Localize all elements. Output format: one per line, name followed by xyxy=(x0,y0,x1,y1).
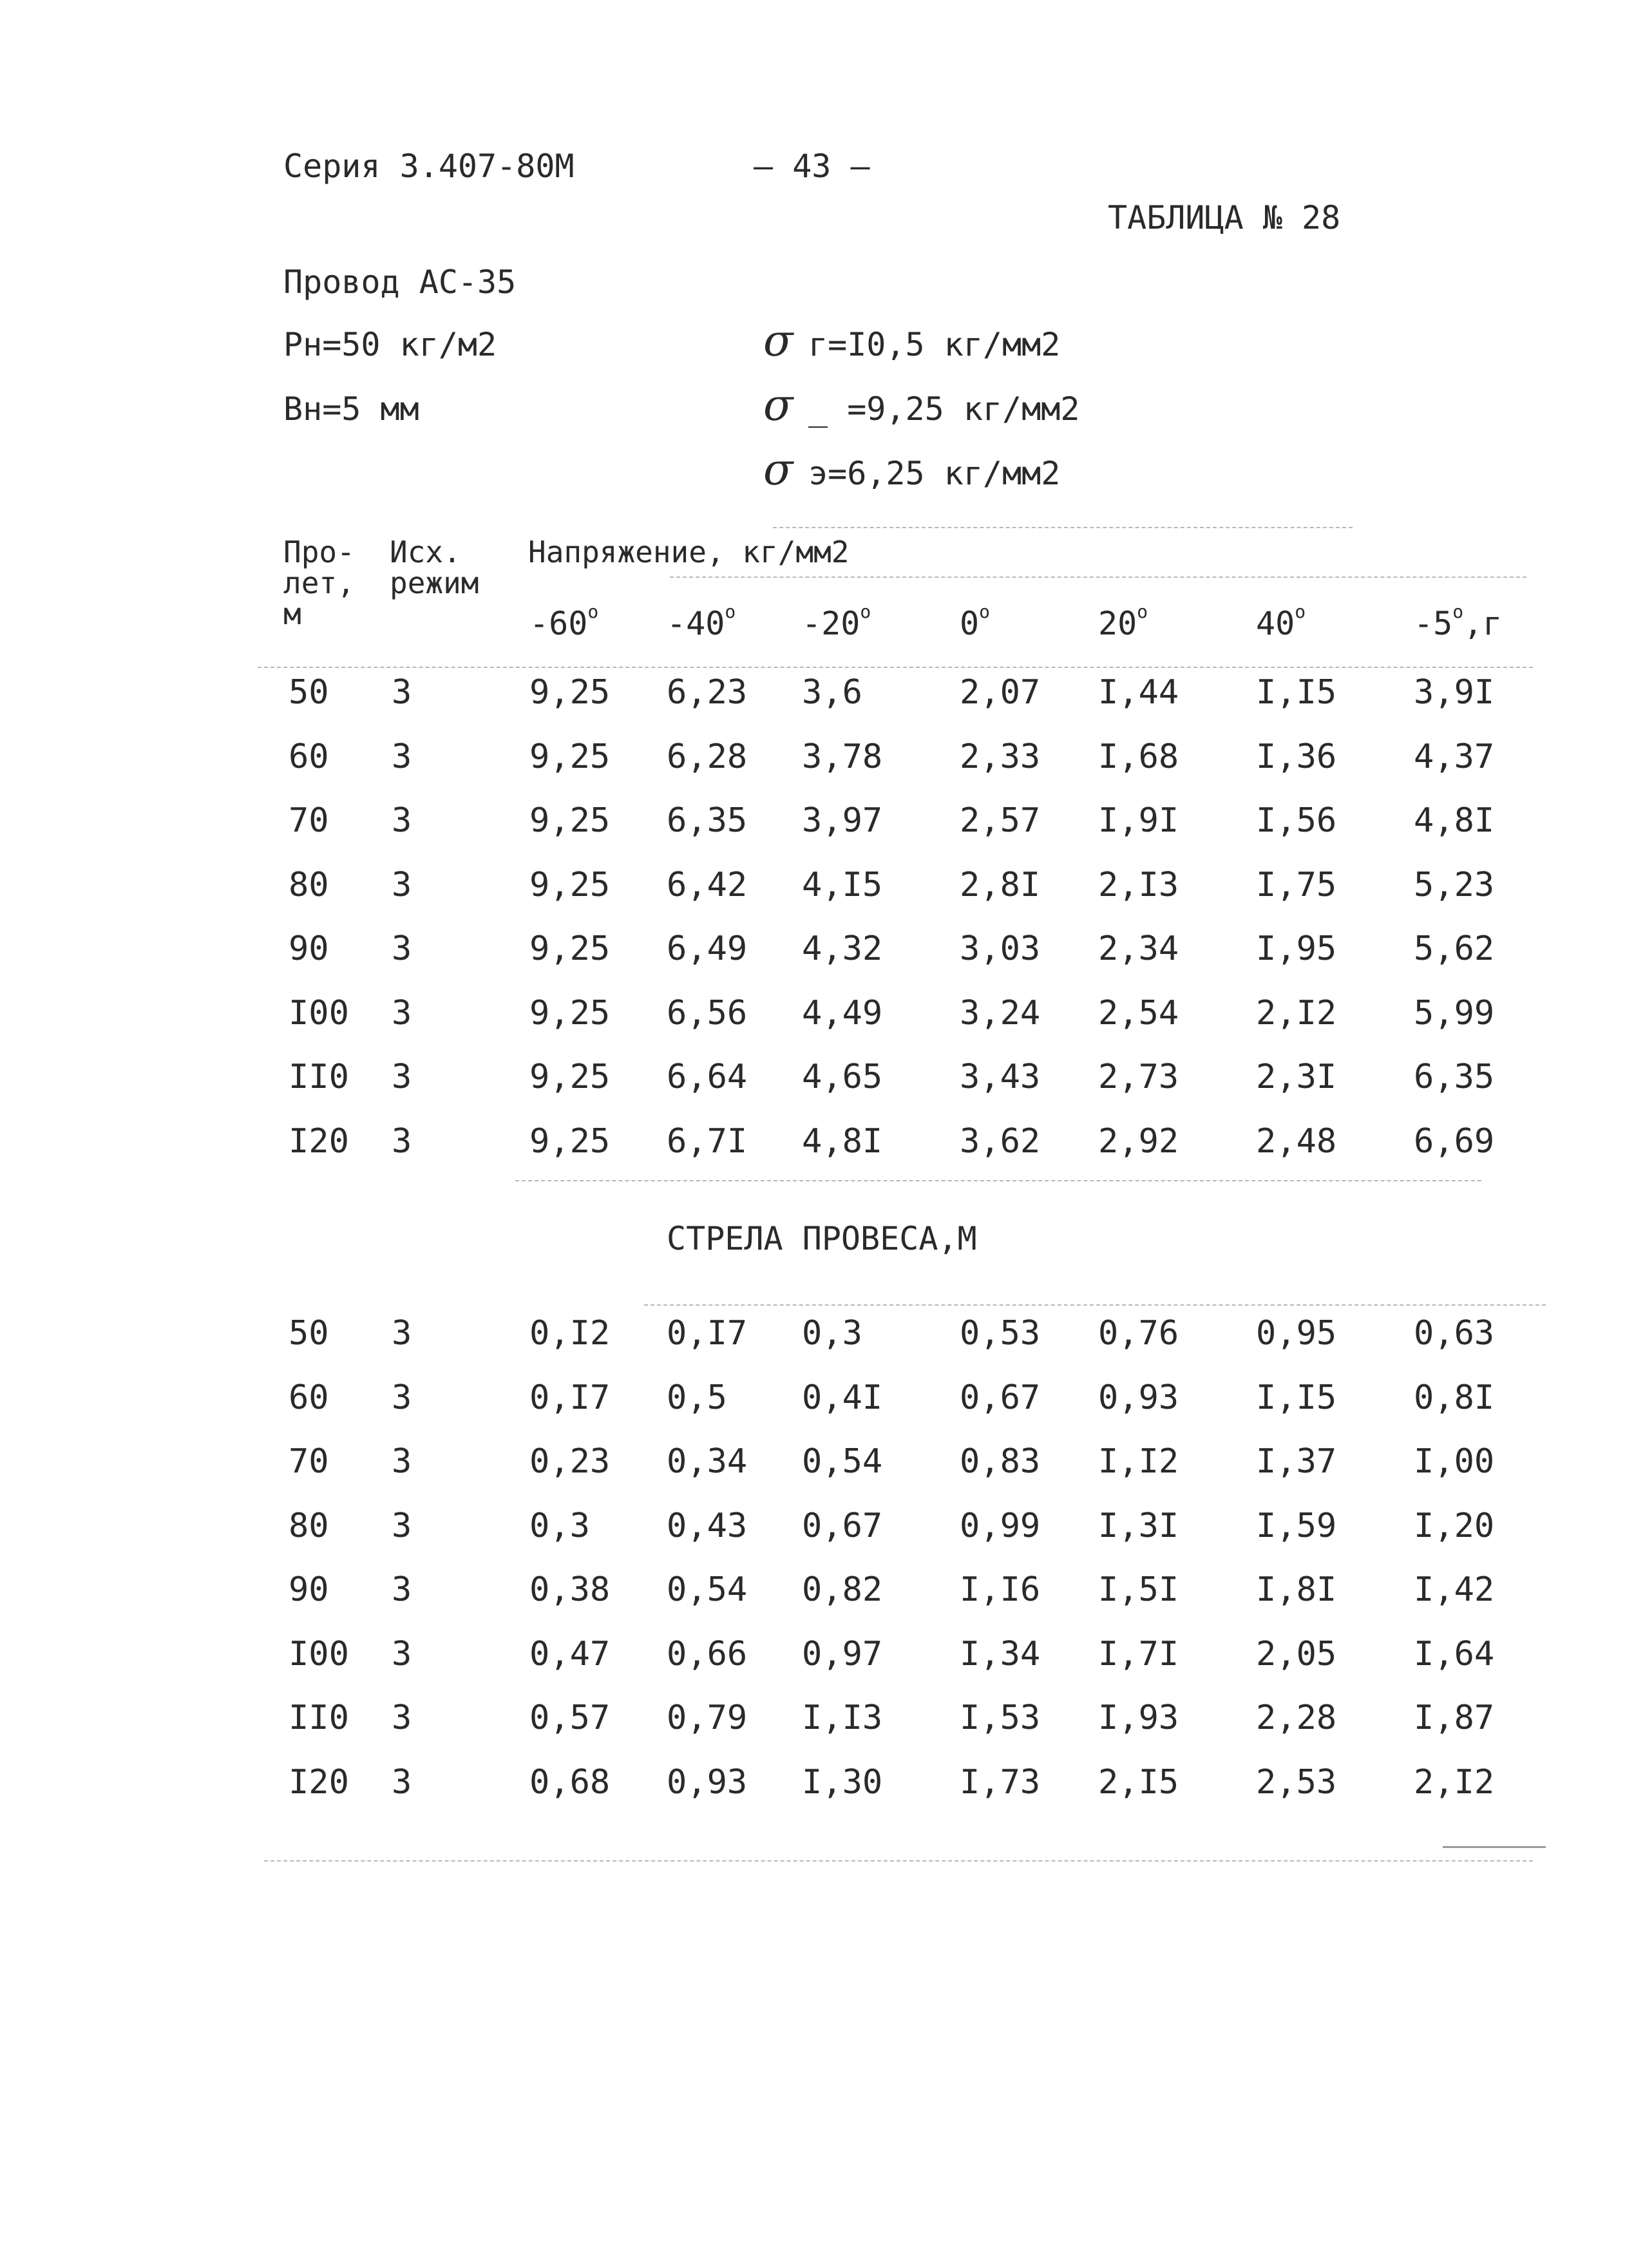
value-cell: I,64 xyxy=(1414,1634,1495,1673)
table-row xyxy=(0,1503,1625,1549)
span-cell: 90 xyxy=(289,1570,329,1609)
value-cell: 9,25 xyxy=(529,801,611,840)
value-cell: I,8I xyxy=(1256,1570,1337,1609)
sag-bottom-rule xyxy=(264,1860,1533,1862)
span-cell: I00 xyxy=(289,993,349,1033)
temp-header xyxy=(529,596,598,640)
mode-cell: 3 xyxy=(392,993,412,1033)
value-cell: I,I3 xyxy=(802,1699,883,1737)
value-cell: 0,47 xyxy=(529,1634,611,1673)
value-cell: 2,8I xyxy=(960,865,1041,904)
sigma-symbol-icon: σ xyxy=(763,316,793,367)
value-cell: 0,34 xyxy=(667,1442,748,1481)
value-cell: I,5I xyxy=(1098,1570,1179,1609)
mode-cell: 3 xyxy=(392,1699,412,1737)
col-mode-header-2: режим xyxy=(390,566,479,600)
value-cell: I,30 xyxy=(802,1762,883,1802)
value-cell: 0,8I xyxy=(1414,1378,1495,1417)
value-cell: 4,I5 xyxy=(802,865,883,904)
span-cell: I20 xyxy=(289,1762,349,1802)
value-cell: 4,37 xyxy=(1414,737,1495,776)
value-cell: 9,25 xyxy=(529,993,611,1033)
value-cell: 0,66 xyxy=(667,1634,748,1673)
value-cell: 2,48 xyxy=(1256,1121,1337,1161)
value-cell: I,56 xyxy=(1256,801,1337,840)
value-cell: I,00 xyxy=(1414,1442,1495,1481)
value-cell: I,73 xyxy=(960,1762,1041,1802)
value-cell: 0,3 xyxy=(802,1314,862,1353)
header-rule xyxy=(773,527,1353,528)
span-cell: 90 xyxy=(289,929,329,968)
table-row xyxy=(0,1632,1625,1677)
value-cell: 0,43 xyxy=(667,1506,748,1545)
value-cell: I,37 xyxy=(1256,1442,1337,1481)
value-cell: 0,68 xyxy=(529,1762,611,1802)
value-cell: 2,I2 xyxy=(1414,1762,1495,1802)
value-cell: 9,25 xyxy=(529,1121,611,1161)
end-mark xyxy=(1443,1846,1546,1848)
value-cell: I,9I xyxy=(1098,801,1179,840)
value-cell: I,68 xyxy=(1098,737,1179,776)
value-cell: 0,83 xyxy=(960,1442,1041,1481)
value-cell: I,93 xyxy=(1098,1699,1179,1737)
value-cell: 2,I5 xyxy=(1098,1762,1179,1802)
value-cell: 5,62 xyxy=(1414,929,1495,968)
table-row xyxy=(0,1760,1625,1805)
value-cell: 3,97 xyxy=(802,801,883,840)
mode-cell: 3 xyxy=(392,673,412,712)
sigma-g-line xyxy=(763,316,1061,367)
value-cell: I,I5 xyxy=(1256,1378,1337,1417)
span-cell: 80 xyxy=(289,865,329,904)
table-title: ТАБЛИЦА № 28 xyxy=(1108,199,1341,236)
mode-cell: 3 xyxy=(392,1762,412,1802)
wire-type: Провод АС-35 xyxy=(283,263,517,301)
temp-value: 0 xyxy=(960,605,980,642)
sigma-e-value: э=6,25 кг/мм2 xyxy=(808,455,1061,492)
value-cell: 2,07 xyxy=(960,673,1041,712)
value-cell: 0,76 xyxy=(1098,1314,1179,1353)
mode-cell: 3 xyxy=(392,1121,412,1161)
col-span-header-2: лет, xyxy=(283,566,355,600)
value-cell: 0,82 xyxy=(802,1570,883,1609)
value-cell: 0,4I xyxy=(802,1378,883,1417)
span-cell: I20 xyxy=(289,1121,349,1161)
value-cell: 5,99 xyxy=(1414,993,1495,1033)
value-cell: 0,99 xyxy=(960,1506,1041,1545)
mode-cell: 3 xyxy=(392,801,412,840)
table-row xyxy=(0,1695,1625,1740)
value-cell: 2,I2 xyxy=(1256,993,1337,1033)
mode-cell: 3 xyxy=(392,737,412,776)
degree-icon: o xyxy=(860,601,871,622)
temp-header xyxy=(960,596,990,640)
value-cell: I,7I xyxy=(1098,1634,1179,1673)
value-cell: I,34 xyxy=(960,1634,1041,1673)
value-cell: 0,93 xyxy=(667,1762,748,1802)
value-cell: 4,65 xyxy=(802,1058,883,1096)
value-cell: I,3I xyxy=(1098,1506,1179,1545)
value-cell: 0,79 xyxy=(667,1699,748,1737)
value-cell: 3,43 xyxy=(960,1058,1041,1096)
value-cell: 9,25 xyxy=(529,673,611,712)
value-cell: 0,54 xyxy=(667,1570,748,1609)
value-cell: I,44 xyxy=(1098,673,1179,712)
value-cell: 5,23 xyxy=(1414,865,1495,904)
value-cell: 0,I7 xyxy=(667,1314,748,1353)
value-cell: 2,34 xyxy=(1098,929,1179,968)
value-cell: 2,54 xyxy=(1098,993,1179,1033)
span-cell: 60 xyxy=(289,1378,329,1417)
value-cell: 0,54 xyxy=(802,1442,883,1481)
degree-icon: o xyxy=(1452,601,1464,622)
sigma-minus-line xyxy=(763,380,1080,431)
col-span-header-3: м xyxy=(283,596,301,631)
col-mode-header-1: Исх. xyxy=(390,535,461,569)
span-cell: 70 xyxy=(289,801,329,840)
ice-thickness: Вн=5 мм xyxy=(283,390,419,428)
value-cell: I,36 xyxy=(1256,737,1337,776)
table-row xyxy=(0,734,1625,779)
value-cell: 0,63 xyxy=(1414,1314,1495,1353)
value-cell: 0,93 xyxy=(1098,1378,1179,1417)
value-cell: I,42 xyxy=(1414,1570,1495,1609)
value-cell: 0,5 xyxy=(667,1378,727,1417)
page-number: – 43 – xyxy=(754,148,870,185)
table-row xyxy=(0,1439,1625,1484)
span-cell: II0 xyxy=(289,1699,349,1737)
value-cell: 6,42 xyxy=(667,865,748,904)
value-cell: 4,8I xyxy=(1414,801,1495,840)
value-cell: 4,49 xyxy=(802,993,883,1033)
temp-value: -20 xyxy=(802,605,860,642)
mode-cell: 3 xyxy=(392,1442,412,1481)
value-cell: 3,24 xyxy=(960,993,1041,1033)
span-cell: 80 xyxy=(289,1506,329,1545)
col-span-header-1: Про- xyxy=(283,535,355,569)
value-cell: 0,67 xyxy=(960,1378,1041,1417)
temp-value: 40 xyxy=(1256,605,1295,642)
mode-cell: 3 xyxy=(392,1314,412,1353)
value-cell: 0,95 xyxy=(1256,1314,1337,1353)
mode-cell: 3 xyxy=(392,1634,412,1673)
value-cell: 6,35 xyxy=(667,801,748,840)
span-cell: II0 xyxy=(289,1058,349,1096)
value-cell: 2,92 xyxy=(1098,1121,1179,1161)
span-cell: 50 xyxy=(289,673,329,712)
value-cell: 6,23 xyxy=(667,673,748,712)
temp-suffix: ,г xyxy=(1463,605,1503,642)
sigma-e-line xyxy=(763,444,1061,495)
value-cell: 0,57 xyxy=(529,1699,611,1737)
table-row xyxy=(0,1054,1625,1100)
value-cell: 6,35 xyxy=(1414,1058,1495,1096)
value-cell: 3,03 xyxy=(960,929,1041,968)
mode-cell: 3 xyxy=(392,865,412,904)
value-cell: 3,62 xyxy=(960,1121,1041,1161)
value-cell: 9,25 xyxy=(529,865,611,904)
table-row xyxy=(0,670,1625,715)
degree-icon: o xyxy=(1295,601,1306,622)
wind-pressure: Рн=50 кг/м2 xyxy=(283,326,497,363)
table-row xyxy=(0,926,1625,971)
value-cell: 2,73 xyxy=(1098,1058,1179,1096)
mode-cell: 3 xyxy=(392,929,412,968)
value-cell: I,20 xyxy=(1414,1506,1495,1545)
table-row xyxy=(0,991,1625,1036)
value-cell: 2,3I xyxy=(1256,1058,1337,1096)
sigma-g-value: г=I0,5 кг/мм2 xyxy=(808,326,1061,363)
mode-cell: 3 xyxy=(392,1570,412,1609)
value-cell: 6,28 xyxy=(667,737,748,776)
stress-title: Напряжение, кг/мм2 xyxy=(528,535,850,569)
value-cell: 3,9I xyxy=(1414,673,1495,712)
degree-icon: o xyxy=(587,601,599,622)
span-cell: 60 xyxy=(289,737,329,776)
value-cell: 2,28 xyxy=(1256,1699,1337,1737)
table-row xyxy=(0,1375,1625,1420)
temp-value: 20 xyxy=(1098,605,1137,642)
table-row xyxy=(0,798,1625,843)
temp-value: -5 xyxy=(1414,605,1453,642)
table-row xyxy=(0,862,1625,908)
span-cell: 70 xyxy=(289,1442,329,1481)
value-cell: I,87 xyxy=(1414,1699,1495,1737)
sigma-symbol-icon: σ xyxy=(763,444,793,495)
table-row xyxy=(0,1119,1625,1164)
value-cell: I,59 xyxy=(1256,1506,1337,1545)
temp-header xyxy=(667,596,736,640)
value-cell: 6,64 xyxy=(667,1058,748,1096)
value-cell: 0,23 xyxy=(529,1442,611,1481)
value-cell: I,95 xyxy=(1256,929,1337,968)
value-cell: 0,3 xyxy=(529,1506,590,1545)
value-cell: 0,38 xyxy=(529,1570,611,1609)
value-cell: I,I2 xyxy=(1098,1442,1179,1481)
value-cell: 0,53 xyxy=(960,1314,1041,1353)
degree-icon: o xyxy=(1137,601,1148,622)
sag-title: СТРЕЛА ПРОВЕСА,М xyxy=(667,1220,977,1257)
value-cell: 0,I2 xyxy=(529,1314,611,1353)
value-cell: 2,05 xyxy=(1256,1634,1337,1673)
sigma-minus-value: _ =9,25 кг/мм2 xyxy=(808,390,1080,428)
value-cell: 9,25 xyxy=(529,737,611,776)
value-cell: I,53 xyxy=(960,1699,1041,1737)
value-cell: 9,25 xyxy=(529,929,611,968)
value-cell: I,I5 xyxy=(1256,673,1337,712)
value-cell: 0,I7 xyxy=(529,1378,611,1417)
value-cell: 4,32 xyxy=(802,929,883,968)
temp-header xyxy=(802,596,871,640)
value-cell: 6,49 xyxy=(667,929,748,968)
value-cell: 3,78 xyxy=(802,737,883,776)
value-cell: 6,69 xyxy=(1414,1121,1495,1161)
table-row xyxy=(0,1567,1625,1612)
value-cell: 3,6 xyxy=(802,673,862,712)
value-cell: 2,33 xyxy=(960,737,1041,776)
stress-bottom-rule xyxy=(515,1180,1481,1181)
value-cell: 6,7I xyxy=(667,1121,748,1161)
value-cell: 9,25 xyxy=(529,1058,611,1096)
degree-icon: o xyxy=(725,601,736,622)
mode-cell: 3 xyxy=(392,1506,412,1545)
span-cell: I00 xyxy=(289,1634,349,1673)
sag-top-rule xyxy=(644,1304,1546,1306)
value-cell: 6,56 xyxy=(667,993,748,1033)
value-cell: I,I6 xyxy=(960,1570,1041,1609)
temp-header xyxy=(1256,596,1306,640)
temp-header xyxy=(1414,596,1502,640)
series-label: Серия 3.407-80М xyxy=(283,148,575,185)
stress-subrule xyxy=(670,577,1526,578)
span-cell: 50 xyxy=(289,1314,329,1353)
value-cell: 2,I3 xyxy=(1098,865,1179,904)
mode-cell: 3 xyxy=(392,1058,412,1096)
value-cell: 0,67 xyxy=(802,1506,883,1545)
temp-value: -40 xyxy=(667,605,725,642)
value-cell: I,75 xyxy=(1256,865,1337,904)
degree-icon: o xyxy=(979,601,990,622)
sigma-symbol-icon: σ xyxy=(763,380,793,431)
mode-cell: 3 xyxy=(392,1378,412,1417)
value-cell: 0,97 xyxy=(802,1634,883,1673)
table-row xyxy=(0,1311,1625,1356)
temp-value: -60 xyxy=(529,605,588,642)
header-bottom-rule xyxy=(258,667,1533,668)
value-cell: 4,8I xyxy=(802,1121,883,1161)
value-cell: 2,57 xyxy=(960,801,1041,840)
temp-header xyxy=(1098,596,1148,640)
value-cell: 2,53 xyxy=(1256,1762,1337,1802)
